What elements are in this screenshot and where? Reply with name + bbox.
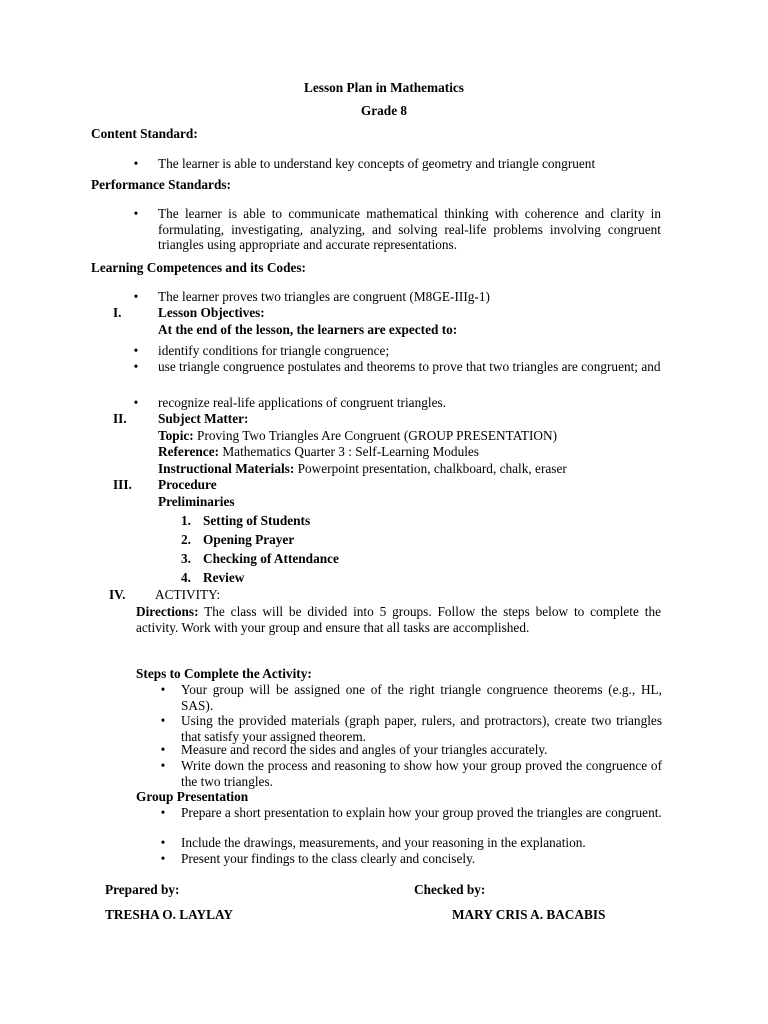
bullet-icon: • [160,758,166,773]
section-numeral: III. [113,477,132,492]
grade-label: Grade 8 [360,103,408,118]
step-label: Opening Prayer [203,532,295,547]
list-item-text: Your group will be assigned one of the right triangle congruence theorems (e.g., HL, SAS). [181,682,662,713]
materials-label: Instructional Materials: [158,461,295,476]
list-item-text: identify conditions for triangle congruence; [158,343,390,358]
checked-by-label: Checked by: [414,882,486,897]
list-item-text: recognize real-life applications of congruent triangles. [158,395,446,410]
lesson-objectives-heading: Lesson Objectives: [158,305,265,320]
bullet-icon: • [133,343,139,358]
topic-value: Proving Two Triangles Are Congruent (GROUP PRESENTATION) [197,428,558,443]
checked-by-name: MARY CRIS A. BACABIS [452,907,606,922]
topic-label: Topic: [158,428,194,443]
directions-text: The class will be divided into 5 groups. Follow the steps below to complete the activity. Work with your group and ensure that all tasks are accomplished. [136,604,661,635]
section-numeral: II. [113,411,127,426]
activity-heading: ACTIVITY: [155,587,221,602]
content-standard-heading: Content Standard: [91,126,198,141]
preliminaries-heading: Preliminaries [158,494,235,509]
bullet-icon: • [133,359,139,374]
list-item-text: The learner is able to understand key concepts of geometry and triangle congruent [158,156,596,171]
list-item-text: use triangle congruence postulates and theorems to prove that two triangles are congruent; and [158,359,661,374]
bullet-icon: • [160,805,166,820]
step-label: Review [203,570,245,585]
directions-paragraph [136,604,661,635]
list-item-text: Using the provided materials (graph paper, rulers, and protractors), create two triangles that satisfy your assigned theorem. [181,713,662,744]
reference-value: Mathematics Quarter 3 : Self-Learning Modules [222,444,479,459]
list-item-text: The learner is able to communicate mathematical thinking with coherence and clarity in formulating, investigating, analyzing, and solving real-life problems involving congruent triangles using appropriate and accurate representations. [158,206,661,252]
list-item-text: Prepare a short presentation to explain how your group proved the triangles are congruent. [181,805,662,820]
list-item-text: Include the drawings, measurements, and your reasoning in the explanation. [181,835,586,850]
document-title: Lesson Plan in Mathematics [304,80,464,95]
step-label: Setting of Students [203,513,311,528]
bullet-icon: • [160,713,166,728]
materials-line [158,461,567,477]
topic-line [158,428,557,444]
list-item-text: The learner proves two triangles are congruent (M8GE-IIIg-1) [158,289,490,304]
step-number: 1. [181,513,191,528]
group-presentation-heading: Group Presentation [136,789,249,804]
procedure-heading: Procedure [158,477,217,492]
section-numeral: IV. [109,587,126,602]
step-number: 4. [181,570,191,585]
list-item-text: Present your findings to the class clearly and concisely. [181,851,476,866]
bullet-icon: • [160,742,166,757]
performance-standards-heading: Performance Standards: [91,177,231,192]
subject-matter-heading: Subject Matter: [158,411,249,426]
steps-heading: Steps to Complete the Activity: [136,666,312,681]
bullet-icon: • [133,289,139,304]
bullet-icon: • [133,206,139,221]
step-label: Checking of Attendance [203,551,339,566]
bullet-icon: • [160,851,166,866]
list-item-text: Measure and record the sides and angles of your triangles accurately. [181,742,548,757]
bullet-icon: • [160,835,166,850]
learning-competences-heading: Learning Competences and its Codes: [91,260,306,275]
bullet-icon: • [133,395,139,410]
step-number: 3. [181,551,191,566]
materials-value: Powerpoint presentation, chalkboard, chalk, eraser [297,461,567,476]
reference-label: Reference: [158,444,220,459]
section-numeral: I. [113,305,122,320]
objectives-intro: At the end of the lesson, the learners are expected to: [158,322,458,337]
step-number: 2. [181,532,191,547]
bullet-icon: • [133,156,139,171]
prepared-by-label: Prepared by: [105,882,180,897]
prepared-by-name: TRESHA O. LAYLAY [105,907,233,922]
list-item-text: Write down the process and reasoning to show how your group proved the congruence of the two triangles. [181,758,662,789]
reference-line [158,444,479,460]
bullet-icon: • [160,682,166,697]
directions-label: Directions: [136,604,199,619]
